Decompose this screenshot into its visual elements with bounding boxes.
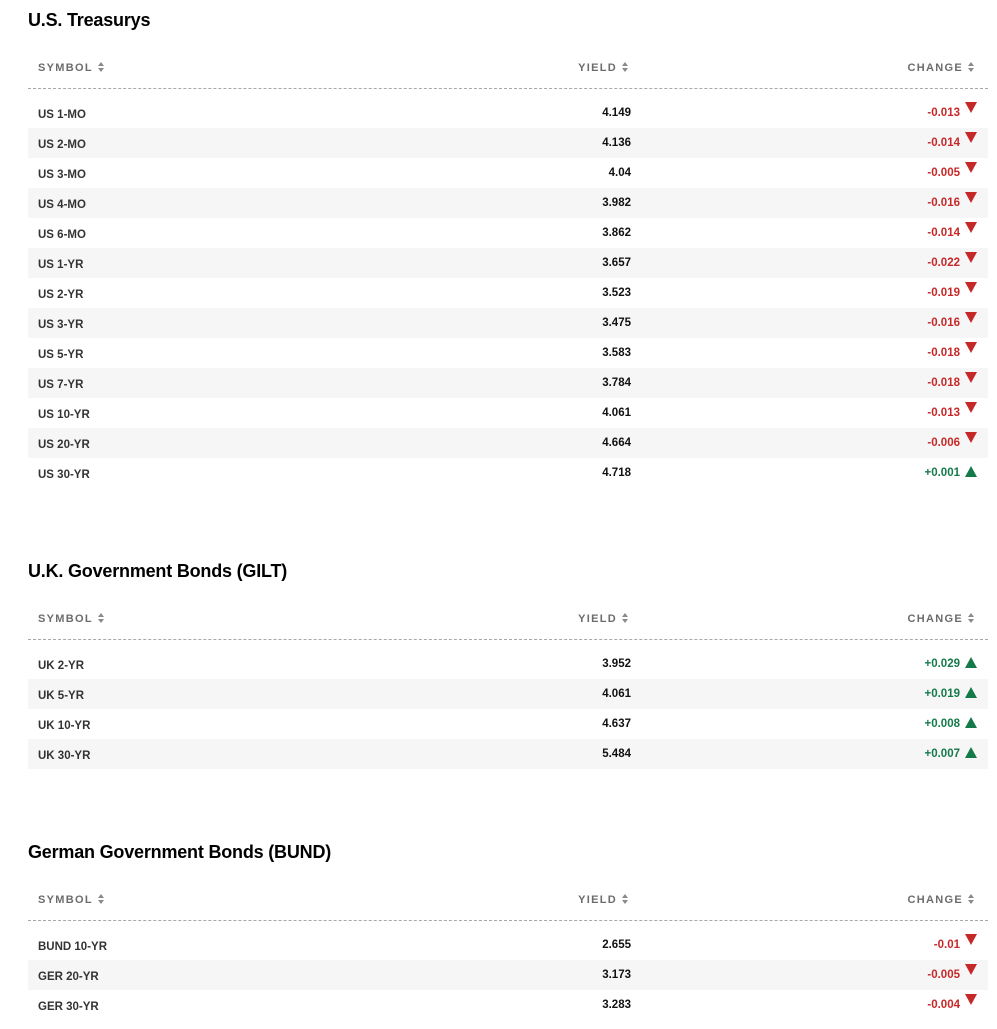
yield-value: 3.784 (602, 377, 631, 389)
yield-value: 4.149 (602, 107, 631, 119)
header-label: CHANGE (907, 62, 963, 74)
table-body (28, 649, 988, 769)
symbol-link[interactable]: UK 2-YR (38, 660, 85, 672)
sort-arrows-icon (622, 894, 628, 904)
change-value: -0.022 (927, 257, 960, 269)
arrow-up-icon (965, 717, 977, 728)
arrow-down-icon (965, 994, 977, 1005)
table-row[interactable] (28, 158, 988, 188)
yield-value: 3.475 (602, 317, 631, 329)
arrow-up-icon (965, 747, 977, 758)
sort-yield-header[interactable] (578, 880, 628, 920)
header-label: YIELD (578, 894, 617, 906)
change-cell (927, 98, 977, 128)
table-row[interactable] (28, 649, 988, 679)
table-header (28, 48, 988, 89)
arrow-down-icon (965, 252, 977, 263)
arrow-down-icon (965, 402, 977, 413)
table-body (28, 98, 988, 488)
change-cell (927, 960, 977, 990)
change-value: +0.001 (924, 467, 960, 479)
change-cell (927, 128, 977, 158)
symbol-link[interactable]: US 6-MO (38, 229, 86, 241)
sort-symbol-header[interactable] (38, 48, 104, 88)
change-value: -0.014 (927, 227, 960, 239)
yield-value: 3.862 (602, 227, 631, 239)
sort-yield-header[interactable] (578, 48, 628, 88)
yield-value: 3.583 (602, 347, 631, 359)
yield-value: 3.952 (602, 658, 631, 670)
change-cell (934, 930, 977, 960)
header-label: SYMBOL (38, 613, 93, 625)
change-cell (927, 398, 977, 428)
sort-arrows-icon (968, 613, 974, 623)
arrow-down-icon (965, 934, 977, 945)
table-row[interactable] (28, 218, 988, 248)
change-cell (927, 368, 977, 398)
change-cell (927, 308, 977, 338)
yield-value: 3.283 (602, 999, 631, 1011)
table-row[interactable] (28, 98, 988, 128)
change-cell (925, 739, 978, 769)
symbol-link[interactable]: US 1-YR (38, 259, 84, 271)
change-value: +0.029 (924, 658, 960, 670)
symbol-link[interactable]: US 1-MO (38, 109, 86, 121)
table-row[interactable] (28, 248, 988, 278)
symbol-link[interactable]: US 20-YR (38, 439, 90, 451)
change-value: -0.01 (933, 939, 960, 951)
symbol-link[interactable]: US 10-YR (38, 409, 90, 421)
change-cell (927, 158, 977, 188)
yield-value: 4.136 (602, 137, 631, 149)
yield-value: 3.982 (602, 197, 631, 209)
table-row[interactable] (28, 278, 988, 308)
symbol-link[interactable]: US 4-MO (38, 199, 86, 211)
arrow-down-icon (965, 192, 977, 203)
change-cell (927, 248, 977, 278)
symbol-link[interactable]: BUND 10-YR (38, 941, 108, 953)
table-body (28, 930, 988, 1020)
sort-change-header[interactable] (908, 880, 974, 920)
header-label: CHANGE (907, 613, 963, 625)
arrow-down-icon (965, 162, 977, 173)
table-row[interactable] (28, 679, 988, 709)
yield-value: 4.061 (602, 688, 631, 700)
change-value: -0.004 (927, 999, 960, 1011)
change-cell (927, 338, 977, 368)
change-value: -0.016 (927, 197, 960, 209)
symbol-link[interactable]: UK 5-YR (38, 690, 85, 702)
change-value: -0.019 (927, 287, 960, 299)
arrow-down-icon (965, 432, 977, 443)
sort-arrows-icon (98, 62, 104, 72)
symbol-link[interactable]: US 7-YR (38, 379, 84, 391)
sort-symbol-header[interactable] (38, 599, 104, 639)
yield-value: 4.664 (602, 437, 631, 449)
table-row[interactable] (28, 338, 988, 368)
sort-arrows-icon (98, 613, 104, 623)
symbol-link[interactable]: US 3-YR (38, 319, 84, 331)
arrow-down-icon (965, 312, 977, 323)
symbol-link[interactable]: US 3-MO (38, 169, 86, 181)
symbol-link[interactable]: US 30-YR (38, 469, 90, 481)
sort-arrows-icon (98, 894, 104, 904)
change-cell (927, 218, 977, 248)
table-row[interactable] (28, 960, 988, 990)
section-title: German Government Bonds (BUND) (28, 842, 332, 862)
arrow-up-icon (965, 687, 977, 698)
sort-change-header[interactable] (908, 599, 974, 639)
table-row[interactable] (28, 308, 988, 338)
yield-value: 4.04 (608, 167, 631, 179)
change-cell (925, 709, 978, 739)
table-row[interactable] (28, 128, 988, 158)
symbol-link[interactable]: US 2-YR (38, 289, 84, 301)
sort-symbol-header[interactable] (38, 880, 104, 920)
change-value: +0.019 (924, 688, 960, 700)
change-value: -0.014 (927, 137, 960, 149)
sort-yield-header[interactable] (578, 599, 628, 639)
table-row[interactable] (28, 709, 988, 739)
table-row[interactable] (28, 458, 988, 488)
arrow-down-icon (965, 222, 977, 233)
yield-value: 4.718 (602, 467, 631, 479)
yield-value: 4.637 (602, 718, 631, 730)
symbol-link[interactable]: US 2-MO (38, 139, 86, 151)
yield-value: 3.657 (602, 257, 631, 269)
yield-value: 3.173 (602, 969, 631, 981)
change-value: -0.005 (927, 167, 960, 179)
table-header (28, 599, 988, 640)
change-cell (927, 428, 977, 458)
sort-arrows-icon (968, 894, 974, 904)
header-label: CHANGE (907, 894, 963, 906)
yield-value: 2.655 (602, 939, 631, 951)
table-row[interactable] (28, 188, 988, 218)
symbol-link[interactable]: GER 20-YR (38, 971, 99, 983)
header-label: SYMBOL (38, 62, 93, 74)
arrow-down-icon (965, 964, 977, 975)
symbol-link[interactable]: GER 30-YR (38, 1001, 99, 1013)
table-header (28, 880, 988, 921)
section-title: U.K. Government Bonds (GILT) (28, 561, 288, 581)
arrow-down-icon (965, 372, 977, 383)
sort-arrows-icon (968, 62, 974, 72)
change-cell (927, 188, 977, 218)
table-row[interactable] (28, 368, 988, 398)
sort-arrows-icon (622, 62, 628, 72)
header-label: SYMBOL (38, 894, 93, 906)
table-row[interactable] (28, 428, 988, 458)
section-title: U.S. Treasurys (28, 10, 151, 30)
header-label: YIELD (578, 613, 617, 625)
arrow-down-icon (965, 282, 977, 293)
symbol-link[interactable]: UK 10-YR (38, 720, 91, 732)
yield-value: 3.523 (602, 287, 631, 299)
change-cell (927, 990, 977, 1020)
table-row[interactable] (28, 398, 988, 428)
change-value: -0.016 (927, 317, 960, 329)
change-value: +0.008 (924, 718, 960, 730)
sort-change-header[interactable] (908, 48, 974, 88)
change-value: -0.018 (927, 347, 960, 359)
change-value: -0.018 (927, 377, 960, 389)
arrow-up-icon (965, 657, 977, 668)
yield-value: 5.484 (602, 748, 631, 760)
change-value: -0.006 (927, 437, 960, 449)
table-row[interactable] (28, 930, 988, 960)
change-cell (925, 679, 978, 709)
arrow-down-icon (965, 342, 977, 353)
change-value: +0.007 (924, 748, 960, 760)
change-value: -0.013 (927, 107, 960, 119)
change-value: -0.013 (927, 407, 960, 419)
header-label: YIELD (578, 62, 617, 74)
yield-value: 4.061 (602, 407, 631, 419)
arrow-down-icon (965, 132, 977, 143)
table-row[interactable] (28, 739, 988, 769)
arrow-down-icon (965, 102, 977, 113)
symbol-link[interactable]: UK 30-YR (38, 750, 91, 762)
table-row[interactable] (28, 990, 988, 1020)
symbol-link[interactable]: US 5-YR (38, 349, 84, 361)
change-cell (927, 278, 977, 308)
change-cell (925, 458, 978, 488)
change-cell (925, 649, 978, 679)
change-value: -0.005 (927, 969, 960, 981)
arrow-up-icon (965, 466, 977, 477)
sort-arrows-icon (622, 613, 628, 623)
